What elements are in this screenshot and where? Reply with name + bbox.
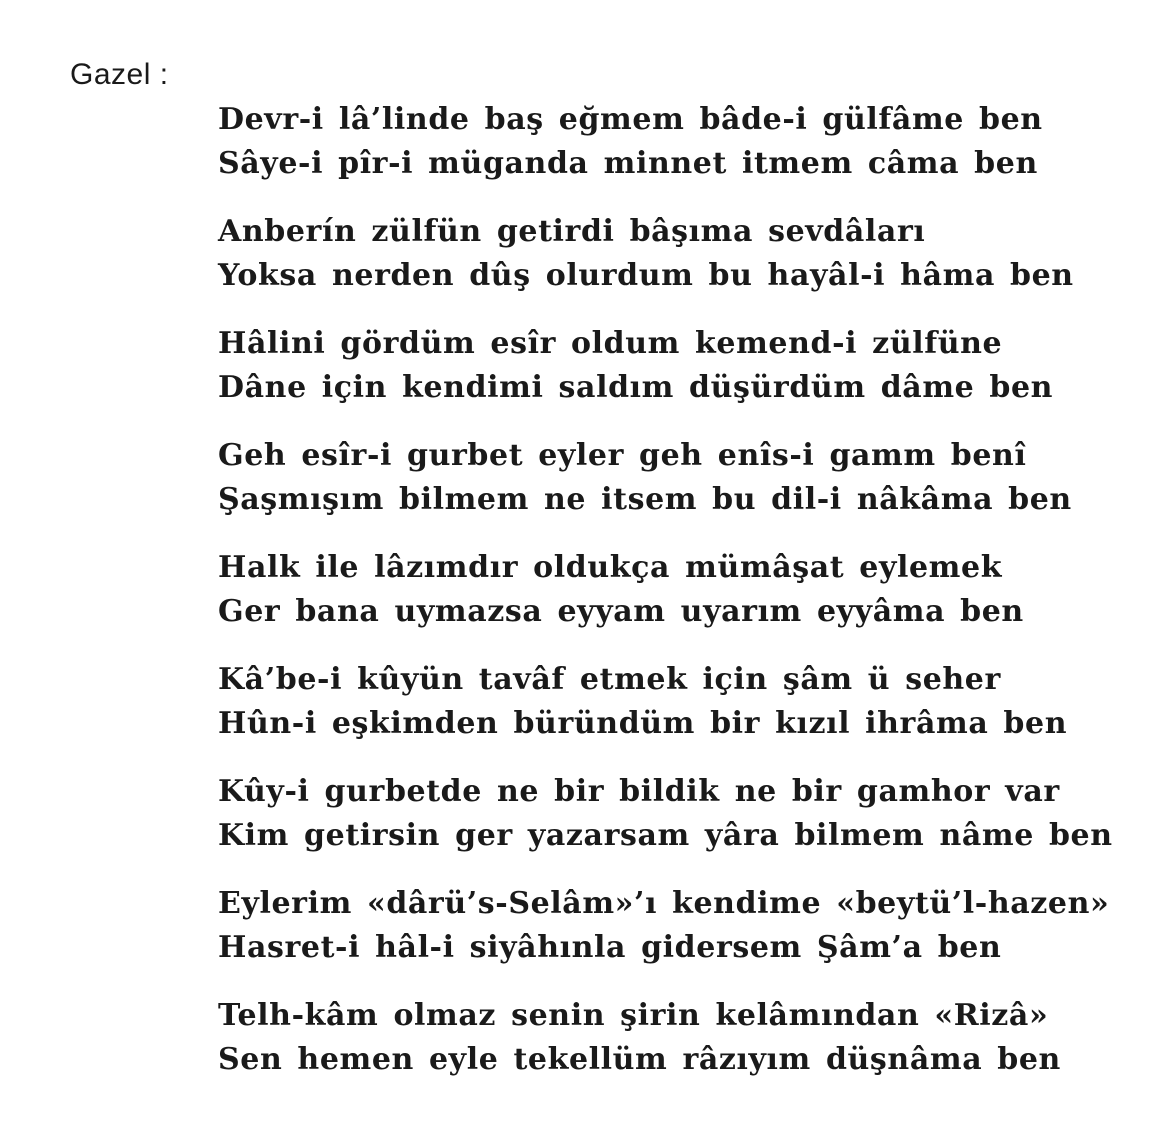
verse-line: Hûn-i eşkimden büründüm bir kızıl ihrâma ben [218, 706, 1068, 741]
couplet [218, 434, 1138, 522]
couplet [218, 322, 1138, 410]
verse-line: Yoksa nerden dûş olurdum bu hayâl-i hâma ben [218, 258, 1074, 293]
verse-line: Anberín zülfün getirdi bâşıma sevdâları [218, 214, 926, 249]
verse-line: Dâne için kendimi saldım düşürdüm dâme ben [218, 370, 1054, 405]
poem-body [218, 98, 1138, 1106]
verse-line: Kim getirsin ger yazarsam yâra bilmem nâme ben [218, 818, 1113, 853]
verse-line: Ger bana uymazsa eyyam uyarım eyyâma ben [218, 594, 1024, 629]
verse-line: Kâ’be-i kûyün tavâf etmek için şâm ü seher [218, 662, 1001, 697]
verse-line: Telh-kâm olmaz senin şirin kelâmından «Rizâ» [218, 998, 1049, 1033]
couplet [218, 882, 1138, 970]
couplet [218, 658, 1138, 746]
couplet [218, 98, 1138, 186]
verse-line: Eylerim «dârü’s-Selâm»’ı kendime «beytü’l-hazen» [218, 886, 1110, 921]
verse-line: Sen hemen eyle tekellüm râzıyım düşnâma ben [218, 1042, 1061, 1077]
verse-line: Geh esîr-i gurbet eyler geh enîs-i gamm benî [218, 438, 1027, 473]
couplet [218, 770, 1138, 858]
couplet [218, 546, 1138, 634]
couplet [218, 210, 1138, 298]
section-heading: Gazel : [70, 58, 169, 91]
verse-line: Sâye-i pîr-i müganda minnet itmem câma ben [218, 146, 1038, 181]
verse-line: Hasret-i hâl-i siyâhınla gidersem Şâm’a ben [218, 930, 1002, 965]
verse-line: Halk ile lâzımdır oldukça mümâşat eylemek [218, 550, 1003, 585]
verse-line: Kûy-i gurbetde ne bir bildik ne bir gamhor var [218, 774, 1060, 809]
verse-line: Devr-i lâ’linde baş eğmem bâde-i gülfâme ben [218, 102, 1043, 137]
verse-line: Hâlini gördüm esîr oldum kemend-i zülfüne [218, 326, 1003, 361]
verse-line: Şaşmışım bilmem ne itsem bu dil-i nâkâma ben [218, 482, 1072, 517]
couplet [218, 994, 1138, 1082]
